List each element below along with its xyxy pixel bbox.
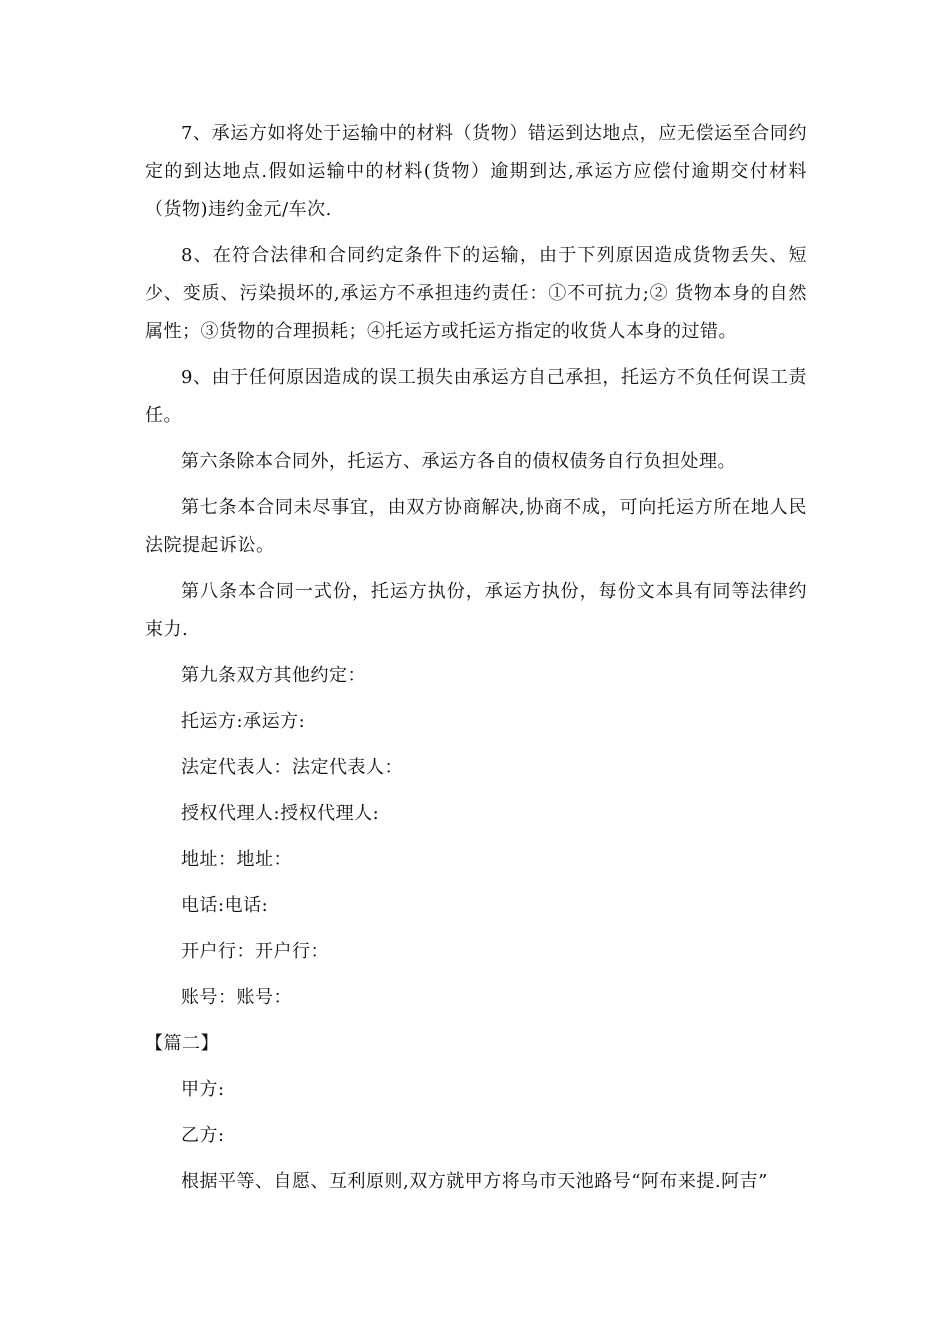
bank-line: 开户行：开户行： [181, 941, 329, 962]
clause-9-paragraph: 9、由于任何原因造成的误工损失由承运方自己承担，托运方不负任何误工责任。 [145, 367, 807, 426]
section-heading: 【篇二】 [145, 1033, 219, 1054]
clause-8-paragraph: 8、在符合法律和合同约定条件下的运输，由于下列原因造成货物丢失、短少、变质、污染损坏的,承运方不承担违约责任：①不可抗力;② 货物本身的自然属性；③货物的合理损耗；④托运方或托运方指定的收货人本身的过错。 [145, 245, 807, 342]
party-b-line: 乙方: [181, 1125, 225, 1146]
clause-7-paragraph: 7、承运方如将处于运输中的材料（货物）错运到达地点，应无偿运至合同约定的到达地点.假如运输中的材料(货物）逾期到达,承运方应偿付逾期交付材料（货物)违约金元/车次. [145, 123, 807, 220]
phone-line: 电话:电话: [181, 895, 269, 916]
shipper-carrier-line: 托运方:承运方: [181, 711, 306, 732]
article-9-paragraph: 第九条双方其他约定： [181, 665, 366, 686]
account-line: 账号：账号： [181, 987, 292, 1008]
address-line: 地址：地址： [181, 849, 292, 870]
article-7-paragraph: 第七条本合同未尽事宜，由双方协商解决,协商不成，可向托运方所在地人民法院提起诉讼。 [145, 497, 807, 556]
article-6-paragraph: 第六条除本合同外，托运方、承运方各自的债权债务自行负担处理。 [181, 451, 736, 472]
party-a-line: 甲方: [181, 1079, 225, 1100]
authorized-agent-line: 授权代理人:授权代理人: [181, 803, 380, 824]
agreement-intro-paragraph: 根据平等、自愿、互利原则,双方就甲方将乌市天池路号“阿布来提.阿吉” [181, 1171, 768, 1192]
legal-representative-line: 法定代表人：法定代表人： [181, 757, 403, 778]
article-8-paragraph: 第八条本合同一式份，托运方执份，承运方执份，每份文本具有同等法律约束力. [145, 581, 807, 640]
document-body [145, 115, 807, 1209]
